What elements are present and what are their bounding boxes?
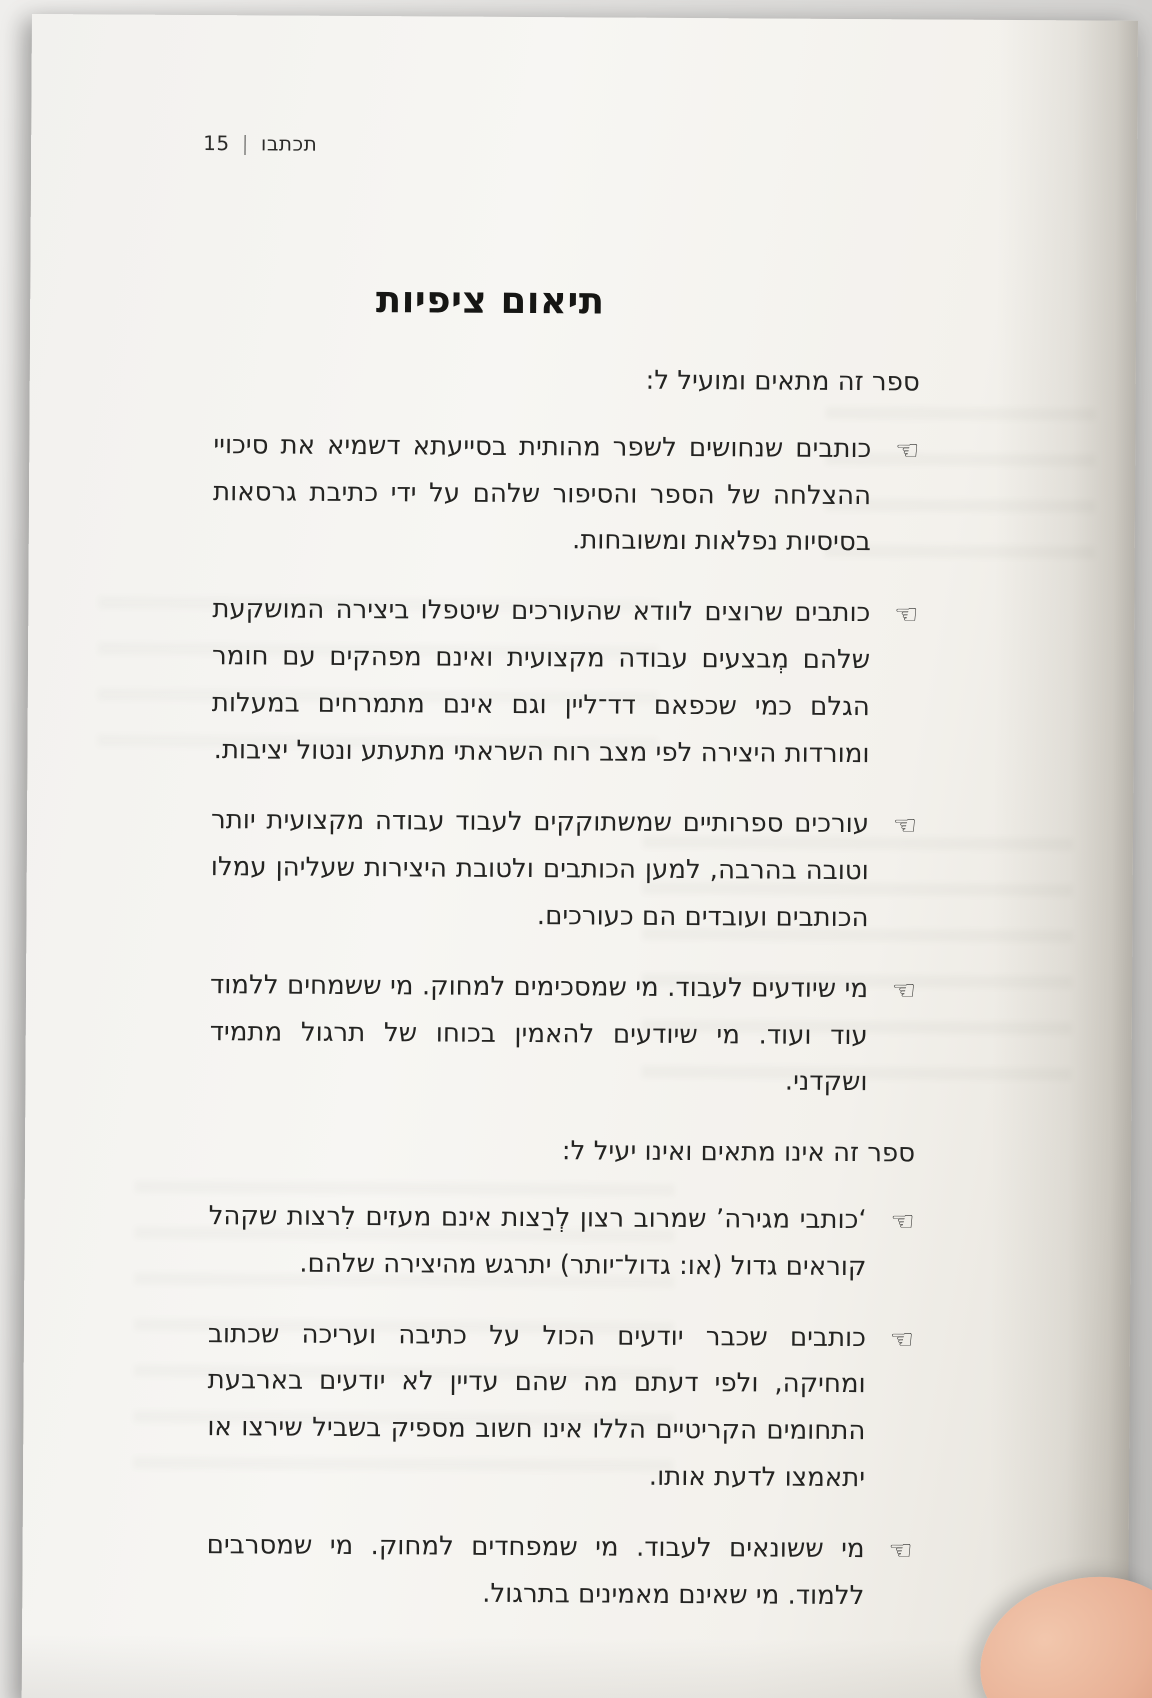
- bullet-item: [213, 422, 920, 567]
- pointing-hand-icon: ☜: [890, 1206, 915, 1238]
- bullet-text: עורכים ספרותיים שמשתוקקים לעבוד עבודה מקצועית יותר וטובה בהרבה, למען הכותבים ולטובת היצירות שעליהן עמלו הכותבים ועובדים הם כעורכים.: [210, 805, 870, 934]
- pointing-hand-icon: ☜: [891, 975, 917, 1007]
- bullet-item: [209, 962, 916, 1107]
- bullet-text: ‘כותבי מגירה’ שמרוב רצון לְרַצות אינם מעזים לִרצות שקהל קוראים גדול (או: גדול־יותר) יתרגש מהיצירה שלהם.: [208, 1201, 867, 1282]
- bullet-text: מי שיודעים לעבוד. מי שמסכימים למחוק. מי ששמחים ללמוד עוד ועוד. מי שיודעים להאמין בכוחו של תרגול מתמיד ושקדני.: [209, 969, 869, 1098]
- running-head: [203, 131, 317, 156]
- section-intro: ספר זה אינו מתאים ואינו יעיל ל:: [561, 1136, 916, 1169]
- running-head-book-title: תכתבו: [260, 131, 318, 156]
- bullet-item: [211, 586, 918, 777]
- bullet-item: [207, 1311, 914, 1502]
- bullet-item: [210, 797, 917, 942]
- page-bottom-shadow: [22, 1634, 1128, 1698]
- pointing-hand-icon: ☜: [894, 599, 919, 631]
- bullet-text: כותבים שכבר יודעים הכול על כתיבה ועריכה שכתוב ומחיקה, ולפי דעתם מה שהם עדיין לא יודעים בארבעת התחומים הקריטיים הללו אינו חשוב מספיק בשביל שירצו או יתאמצו לדעת אותו.: [207, 1318, 867, 1494]
- bullet-text: כותבים שרוצים לוודא שהעורכים שיטפלו ביצירה המושקעת שלהם מְבצעים עבודה מקצועית ואינם מפהקים עם חומר הגלם כמי שכפאם דד־ליין וגם אינם מתמרחים במעלות ומורדות היצירה לפי מצב רוח השראתי מתעתע ונטול יציבות.: [211, 594, 871, 769]
- pointing-hand-icon: ☜: [888, 1534, 913, 1567]
- pointing-hand-icon: ☜: [889, 1323, 915, 1355]
- page-number: 15: [203, 131, 230, 156]
- pointing-hand-icon: ☜: [895, 435, 920, 467]
- chapter-title: תיאום ציפיות: [375, 278, 605, 323]
- page-curl-shadow: [988, 20, 1138, 1698]
- section-intro: ספר זה מתאים ומועיל ל:: [645, 365, 920, 398]
- page-content: [206, 355, 920, 1644]
- running-head-separator: |: [241, 131, 249, 156]
- bullet-text: מי ששונאים לעבוד. מי שמפחדים למחוק. מי שמסרבים ללמוד. מי שאינם מאמינים בתרגול.: [206, 1529, 865, 1611]
- bullet-text: כותבים שנחושים לשפר מהותית בסייעתא דשמיא את סיכויי ההצלחה של הספר והסיפור שלהם על ידי כתיבת גרסאות בסיסיות נפלאות ומשובחות.: [212, 429, 872, 558]
- pointing-hand-icon: ☜: [892, 810, 918, 842]
- bullet-item: [208, 1193, 915, 1291]
- bullet-item: [206, 1522, 913, 1620]
- book-page: [22, 14, 1138, 1698]
